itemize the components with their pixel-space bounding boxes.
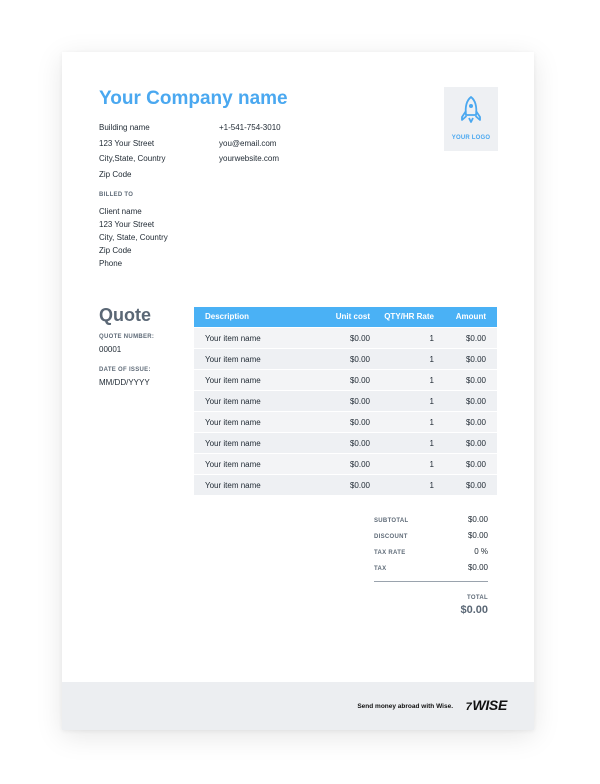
total-label: TOTAL [467,595,488,601]
client-zip: Zip Code [99,246,132,255]
cell-qty: 1 [429,376,434,385]
discount-label: DISCOUNT [374,534,408,540]
cell-unit-cost: $0.00 [349,418,370,427]
header-qty: QTY/HR Rate [384,312,434,321]
table-row [194,348,497,369]
table-row [194,411,497,432]
cell-qty: 1 [429,460,434,469]
cell-description: Your item name [205,439,261,448]
cell-unit-cost: $0.00 [349,334,370,343]
client-phone: Phone [99,259,123,268]
discount-value: $0.00 [467,531,488,540]
logo-label: YOUR LOGO [451,135,491,141]
client-city: City, State, Country [99,233,168,242]
subtotal-row [374,513,488,529]
tax-row [374,561,488,577]
table-row [194,474,497,495]
cell-qty: 1 [429,397,434,406]
tax-rate-label: TAX RATE [374,550,406,556]
cell-description: Your item name [205,397,261,406]
cell-unit-cost: $0.00 [349,460,370,469]
date-of-issue-label: DATE OF ISSUE: [99,367,151,373]
cell-qty: 1 [429,334,434,343]
company-address [99,120,166,182]
wise-logo[interactable] [466,697,507,713]
table-row [194,390,497,411]
address-line: City,State, Country [99,154,166,163]
contact-phone: +1-541-754-3010 [219,123,281,132]
cell-qty: 1 [429,418,434,427]
cell-unit-cost: $0.00 [349,376,370,385]
cell-description: Your item name [205,418,261,427]
client-name: Client name [99,207,142,216]
company-name: Your Company name [99,88,288,109]
wise-wordmark: WISE [472,697,507,713]
footer [62,682,534,730]
discount-row [374,529,488,545]
cell-description: Your item name [205,460,261,469]
totals-divider [374,581,488,582]
quote-number: 00001 [99,345,122,354]
client-street: 123 Your Street [99,220,155,229]
table-row [194,432,497,453]
cell-amount: $0.00 [465,397,486,406]
cell-unit-cost: $0.00 [349,439,370,448]
cell-unit-cost: $0.00 [349,397,370,406]
address-line: Building name [99,123,150,132]
logo-placeholder [444,87,498,151]
footer-tagline: Send money abroad with Wise. [357,703,453,710]
cell-amount: $0.00 [465,355,486,364]
cell-amount: $0.00 [465,460,486,469]
table-row [194,453,497,474]
table-row [194,369,497,390]
cell-description: Your item name [205,481,261,490]
table-row [194,327,497,348]
total-value: $0.00 [460,604,488,616]
rocket-icon [459,95,483,131]
tax-label: TAX [374,566,387,572]
header-description: Description [205,312,250,321]
contact-website: yourwebsite.com [219,154,280,163]
billed-to-block [99,205,168,270]
items-table [194,307,497,495]
quote-title: Quote [99,305,151,325]
totals-block [374,513,488,577]
tax-rate-value: 0 % [474,547,488,556]
billed-to-label: BILLED TO [99,192,134,198]
wise-flag-icon: 7 [465,701,472,713]
cell-qty: 1 [429,355,434,364]
table-header [194,307,497,327]
cell-amount: $0.00 [465,334,486,343]
tax-value: $0.00 [467,563,488,572]
cell-qty: 1 [429,481,434,490]
cell-amount: $0.00 [465,439,486,448]
date-of-issue: MM/DD/YYYY [99,378,150,387]
cell-qty: 1 [429,439,434,448]
address-line: 123 Your Street [99,138,155,148]
header-unit-cost: Unit cost [335,312,370,321]
cell-unit-cost: $0.00 [349,355,370,364]
table-body [194,327,497,495]
cell-amount: $0.00 [465,418,486,427]
contact-email: you@email.com [219,138,277,148]
subtotal-label: SUBTOTAL [374,518,409,524]
cell-description: Your item name [205,376,261,385]
tax-rate-row [374,545,488,561]
subtotal-value: $0.00 [467,515,488,524]
invoice-page [62,52,534,730]
quote-number-label: QUOTE NUMBER: [99,334,155,340]
cell-amount: $0.00 [465,481,486,490]
cell-amount: $0.00 [465,376,486,385]
header-amount: Amount [455,312,486,321]
cell-unit-cost: $0.00 [349,481,370,490]
cell-description: Your item name [205,334,261,343]
cell-description: Your item name [205,355,261,364]
company-contact [219,120,281,167]
address-line: Zip Code [99,169,132,179]
